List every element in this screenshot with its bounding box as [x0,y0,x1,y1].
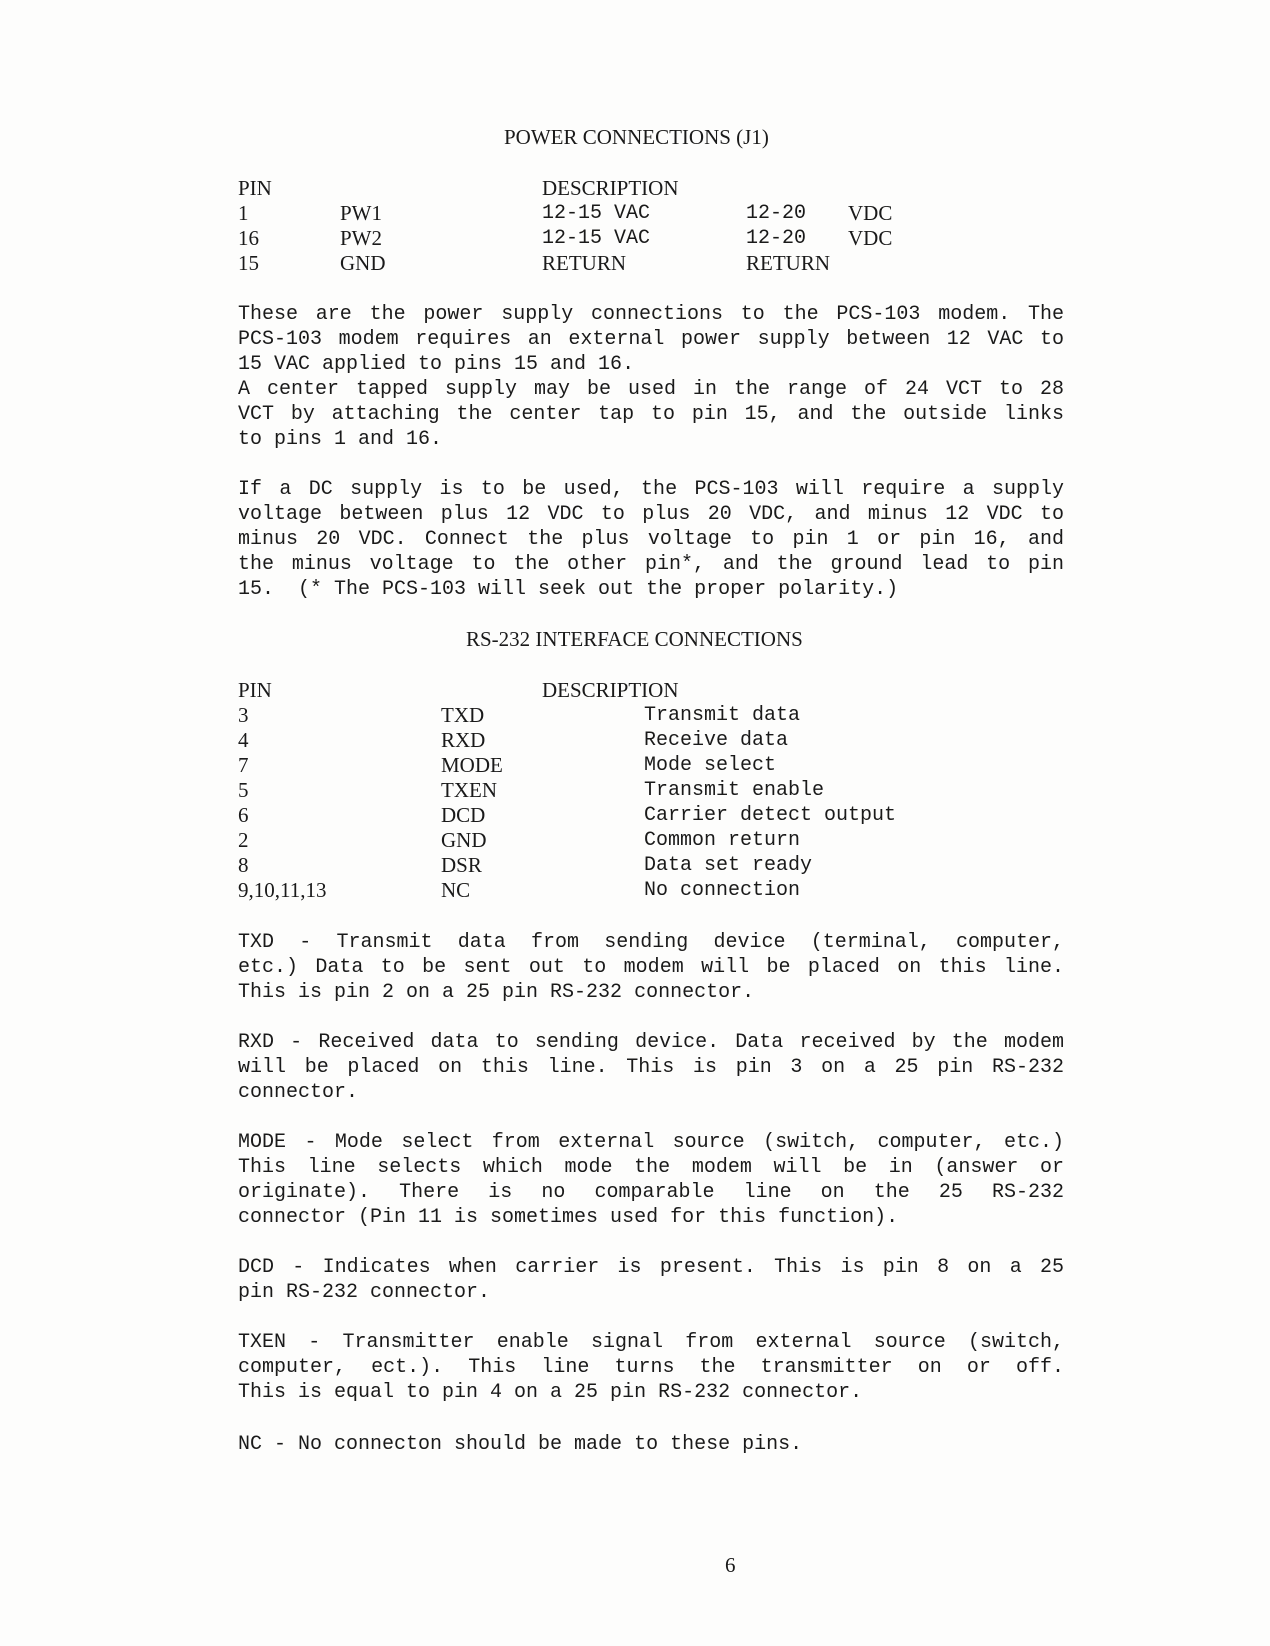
power-dc-unit: VDC [848,201,893,225]
text-line: RXD - Received data to sending device. Data received by the modem [238,1031,1064,1054]
rs232-pin: 4 [238,728,249,752]
rs232-pin: 9,10,11,13 [238,878,327,902]
power-header-description: DESCRIPTION [542,176,679,200]
rs232-signal-description: Common return [644,829,801,852]
rs232-signal-name: RXD [441,728,486,752]
rs232-header-description: DESCRIPTION [542,678,679,702]
rs232-pin: 8 [238,853,249,877]
power-pin: 16 [238,226,259,250]
power-dc-unit: VDC [848,226,893,250]
rs232-title: RS-232 INTERFACE CONNECTIONS [466,627,803,651]
power-dc-spec: RETURN [746,251,830,275]
text-line: NC - No connecton should be made to these pins. [238,1433,803,1456]
power-connections-title: POWER CONNECTIONS (J1) [504,125,769,149]
text-line: This is equal to pin 4 on a 25 pin RS-232 connector. [238,1381,863,1404]
power-signal-name: PW2 [340,226,382,250]
rs232-signal-description: Transmit enable [644,779,825,802]
text-line: 15 VAC applied to pins 15 and 16. [238,353,635,376]
rs232-signal-description: Transmit data [644,704,801,727]
rs232-signal-description: Carrier detect output [644,804,897,827]
power-dc-spec: 12-20 [746,202,807,225]
rs232-signal-name: MODE [441,753,503,777]
text-line: originate). There is no comparable line on the 25 RS-232 [238,1181,1064,1204]
power-signal-name: GND [340,251,386,275]
power-dc-spec: 12-20 [746,227,807,250]
rs232-signal-description: No connection [644,879,801,902]
text-line: voltage between plus 12 VDC to plus 20 VDC, and minus 12 VDC to [238,503,1064,526]
text-line: If a DC supply is to be used, the PCS-103 will require a supply [238,478,1064,501]
rs232-signal-name: TXEN [441,778,497,802]
rs232-pin: 6 [238,803,249,827]
power-pin: 1 [238,201,249,225]
rs232-pin: 5 [238,778,249,802]
rs232-signal-name: TXD [441,703,485,727]
rs232-signal-description: Data set ready [644,854,813,877]
text-line: minus 20 VDC. Connect the plus voltage to pin 1 or pin 16, and [238,528,1064,551]
text-line: the minus voltage to the other pin*, and the ground lead to pin [238,553,1064,576]
text-line: TXEN - Transmitter enable signal from external source (switch, [238,1331,1064,1354]
rs232-signal-name: NC [441,878,471,902]
power-header-pin: PIN [238,176,272,200]
text-line: computer, ect.). This line turns the transmitter on or off. [238,1356,1064,1379]
rs232-pin: 3 [238,703,249,727]
rs232-pin: 2 [238,828,249,852]
text-line: A center tapped supply may be used in the range of 24 VCT to 28 [238,378,1064,401]
text-line: pin RS-232 connector. [238,1281,491,1304]
text-line: VCT by attaching the center tap to pin 15, and the outside links [238,403,1064,426]
power-ac-spec: 12-15 VAC [542,227,651,250]
rs232-signal-name: DSR [441,853,482,877]
text-line: etc.) Data to be sent out to modem will be placed on this line. [238,956,1064,979]
text-line: connector. [238,1081,359,1104]
rs232-signal-name: GND [441,828,487,852]
rs232-signal-description: Receive data [644,729,789,752]
text-line: MODE - Mode select from external source (switch, computer, etc.) [238,1131,1064,1154]
text-line: will be placed on this line. This is pin 3 on a 25 pin RS-232 [238,1056,1064,1079]
power-ac-spec: 12-15 VAC [542,202,651,225]
power-ac-spec: RETURN [542,251,626,275]
text-line: DCD - Indicates when carrier is present. This is pin 8 on a 25 [238,1256,1064,1279]
rs232-signal-name: DCD [441,803,486,827]
rs232-pin: 7 [238,753,249,777]
text-line: This is pin 2 on a 25 pin RS-232 connector. [238,981,755,1004]
text-line: This line selects which mode the modem will be in (answer or [238,1156,1064,1179]
text-line: PCS-103 modem requires an external power supply between 12 VAC to [238,328,1064,351]
rs232-signal-description: Mode select [644,754,777,777]
power-pin: 15 [238,251,259,275]
text-line: TXD - Transmit data from sending device (terminal, computer, [238,931,1064,954]
rs232-header-pin: PIN [238,678,272,702]
power-signal-name: PW1 [340,201,382,225]
text-line: connector (Pin 11 is sometimes used for this function). [238,1206,899,1229]
text-line: These are the power supply connections to the PCS-103 modem. The [238,303,1064,326]
text-line: 15. (* The PCS-103 will seek out the proper polarity.) [238,578,899,601]
text-line: to pins 1 and 16. [238,428,443,451]
page-number: 6 [725,1553,736,1577]
